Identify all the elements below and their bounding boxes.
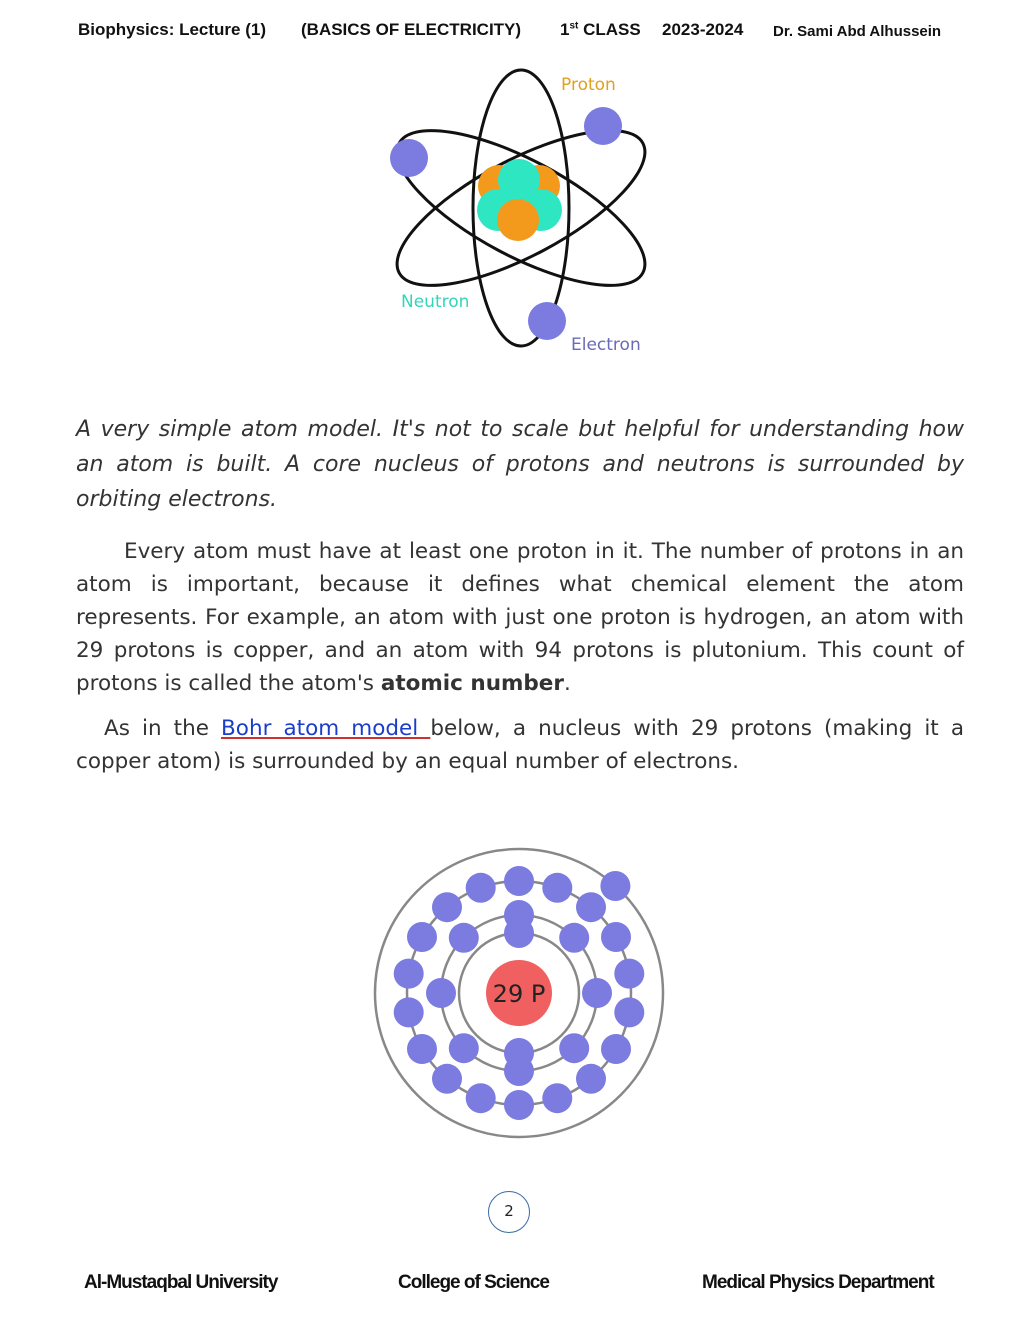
electron-shell-2-dot [426,978,456,1008]
electron-shell-4-dot [600,871,630,901]
electron-shell-3-dot [504,866,534,896]
electron-shell-3-dot [542,1083,572,1113]
electron-shell-3-dot [614,959,644,989]
electron-ball [584,107,622,145]
label-electron: Electron [571,335,641,355]
header-class [560,20,641,40]
electron-shell-3-dot [601,1034,631,1064]
paragraph-protons-text: Every atom must have at least one proton in it. The number of protons in an atom is important, because it defines what chemical element the atom represents. For example, an atom with just one proton is hydrogen, an atom with 29 protons is copper, and an atom with 94 protons is plutonium. This count of protons is called the atom's [76,539,964,696]
header-year: 2023-2024 [662,20,744,39]
electron-ball [390,139,428,177]
electron-shell-3-dot [394,997,424,1027]
electron-shell-3-dot [466,873,496,903]
electron-shell-2-dot [449,923,479,953]
electron-shell-2-dot [582,978,612,1008]
label-proton: Proton [561,75,616,95]
electron-shell-3-dot [542,873,572,903]
header-author: Dr. Sami Abd Alhussein [773,23,942,40]
header-class-num: 1 [560,20,570,39]
electron-shell-3-dot [601,922,631,952]
electron-shell-2-dot [504,1056,534,1086]
page-number: 2 [488,1191,530,1233]
electron-shell-3-dot [432,892,462,922]
figure-caption: A very simple atom model. It's not to scale but helpful for understanding how an atom is built. A core nucleus of protons and neutrons is surrounded by orbiting electrons. [76,417,964,512]
paragraph-bohr [76,712,964,778]
paragraph-protons-end: . [564,671,571,696]
header-class-word: CLASS [583,20,641,39]
electron-shell-3-dot [466,1083,496,1113]
header-topic: (BASICS OF ELECTRICITY) [301,20,522,39]
nucleus [477,159,562,241]
paragraph-bohr-before: As in the [104,716,222,741]
header-class-sup: st [569,20,579,32]
electron-shell-3-dot [432,1064,462,1094]
paragraph-bohr-after: below, a nucleus with 29 protons (making it a copper atom) is surrounded by an equal number of electrons. [76,716,964,774]
electron-ball [528,302,566,340]
electron-shell-2-dot [559,923,589,953]
label-neutron: Neutron [401,292,470,312]
electron-shell-3-dot [576,1064,606,1094]
atom-model-figure [376,58,666,368]
nucleus-label: 29 P [492,980,546,1008]
atomic-number-term: atomic number [380,671,564,696]
electron-shell-3-dot [407,922,437,952]
footer-university: Al-Mustaqbal University [84,1272,278,1293]
electron-shell-3-dot [504,1090,534,1120]
electron-shell-3-dot [576,892,606,922]
electron-shell-3-dot [394,959,424,989]
paragraph-protons [76,535,964,700]
electron-shell-2-dot [559,1033,589,1063]
bohr-atom-model-link[interactable]: Bohr atom model [221,716,431,741]
electron-shell-3-dot [407,1034,437,1064]
bohr-atom-figure [366,830,676,1140]
proton-ball [497,199,539,241]
header-course: Biophysics: Lecture (1) [78,20,266,39]
electron-shell-2-dot [504,900,534,930]
footer-college: College of Science [398,1272,549,1293]
footer-department: Medical Physics Department [702,1272,934,1293]
electron-shell-2-dot [449,1033,479,1063]
electron-shell-3-dot [614,997,644,1027]
